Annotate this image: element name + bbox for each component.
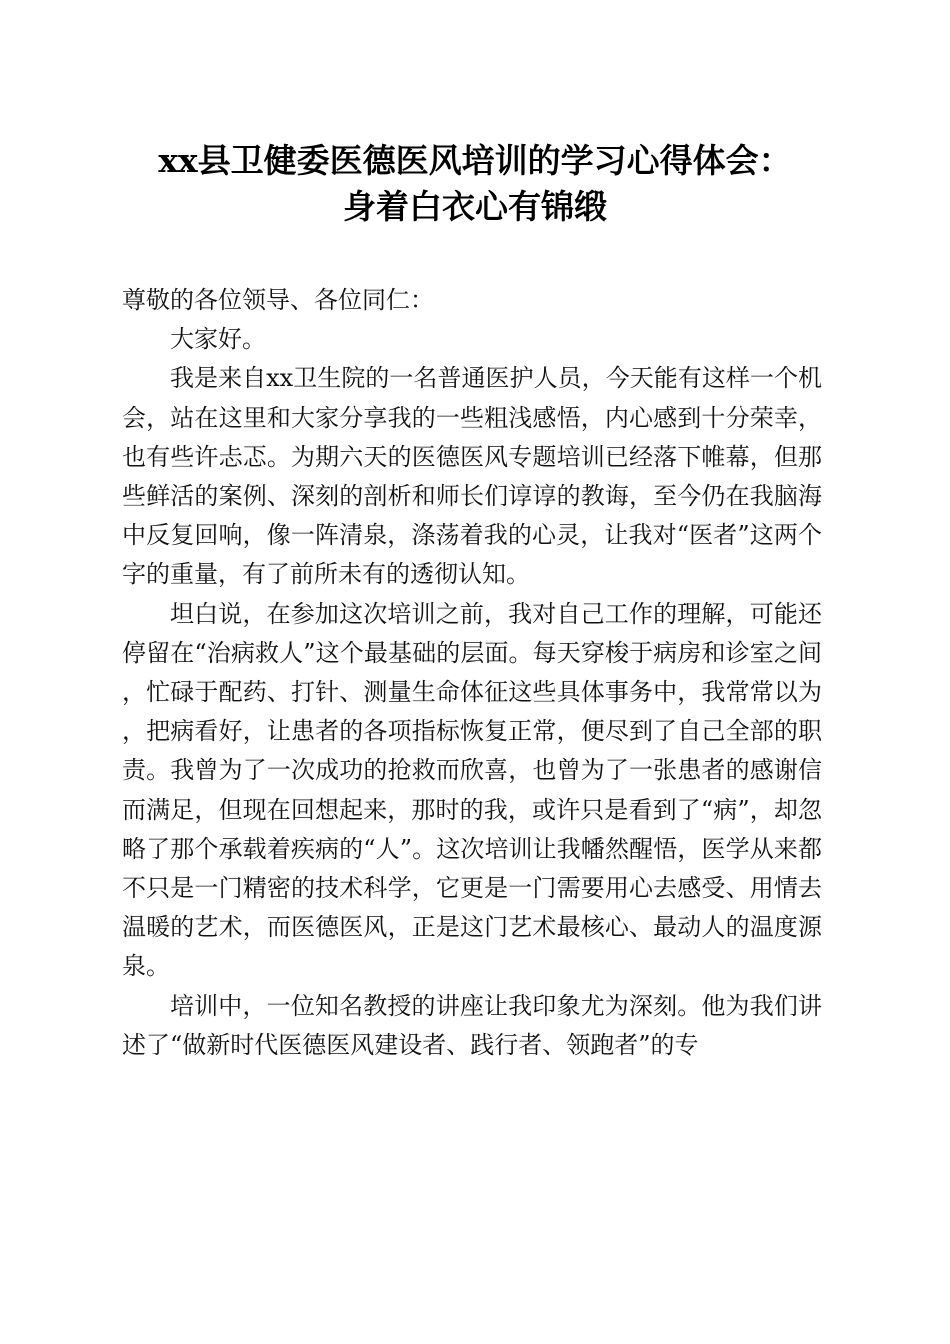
paragraph-introduction: 我是来自xx卫生院的一名普通医护人员，今天能有这样一个机会，站在这里和大家分享我的一些粗浅感悟，内心感到十分荣幸，也有些许忐忑。为期六天的医德医风专题培训已经落下帷幕，但那些鲜活的案例、深刻的剖析和师长们谆谆的教诲，至今仍在我脑海中反复回响，像一阵清泉，涤荡着我的心灵，让我对“医者”这两个字的重量，有了前所未有的透彻认知。 [122, 364, 822, 589]
title-line-2: 身着白衣心有锦缎 [343, 187, 607, 226]
salutation: 尊敬的各位领导、各位同仁： [122, 286, 434, 314]
document-body [122, 281, 822, 1065]
paragraph-greeting: 大家好。 [170, 325, 266, 354]
paragraph-lecture: 培训中，一位知名教授的讲座让我印象尤为深刻。他为我们讲述了“做新时代医德医风建设者、践行者、领跑者”的专 [122, 991, 822, 1059]
title-line-1: xx县卫健委医德医风培训的学习心得体会： [158, 141, 792, 180]
paragraph-reflection: 坦白说，在参加这次培训之前，我对自己工作的理解，可能还停留在“治病救人”这个最基础的层面。每天穿梭于病房和诊室之间，忙碌于配药、打针、测量生命体征这些具体事务中，我常常以为，把病看好，让患者的各项指标恢复正常，便尽到了自己全部的职责。我曾为了一次成功的抢救而欣喜，也曾为了一张患者的感谢信而满足，但现在回想起来，那时的我，或许只是看到了“病”，却忽略了那个承载着疾病的“人”。这次培训让我幡然醒悟，医学从来都不只是一门精密的技术科学，它更是一门需要用心去感受、用情去温暖的艺术，而医德医风，正是这门艺术最核心、最动人的温度源泉。 [122, 599, 822, 981]
document-title [0, 138, 950, 230]
